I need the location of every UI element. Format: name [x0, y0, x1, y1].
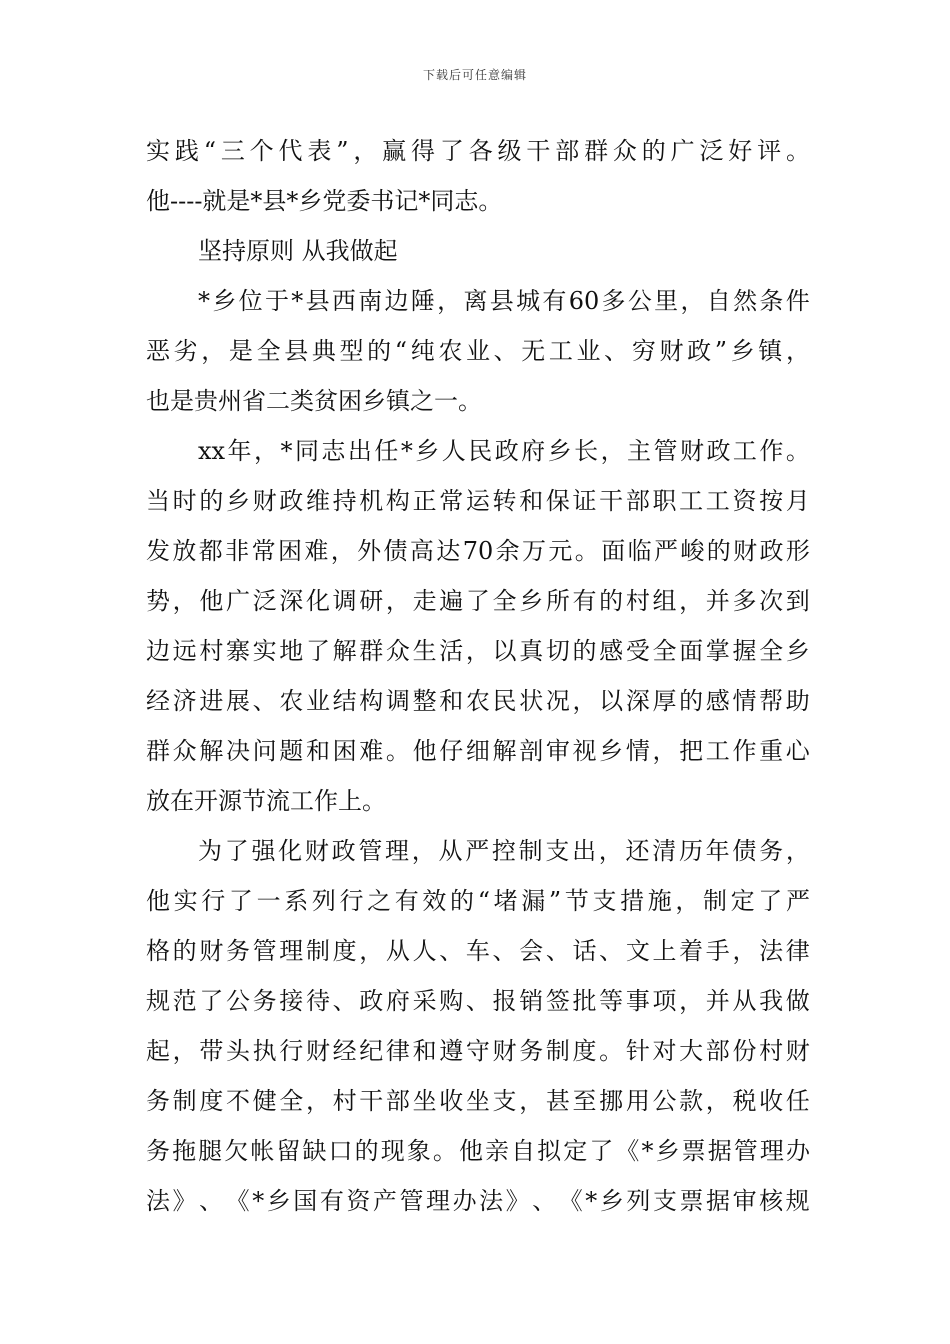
text-line: 坚持原则 从我做起	[198, 237, 398, 265]
text-line: 起 ， 带 头 执 行 财 经 纪 律 和 遵 守 财 务 制 度 。 针 对 大 部 份 村 财	[146, 1037, 810, 1065]
text-line: 当 时 的 乡 财 政 维 持 机 构 正 常 运 转 和 保 证 干 部 职 工 工 资 按 月	[146, 487, 810, 515]
text-line: 务 制 度 不 健 全 ， 村 干 部 坐 收 坐 支 ， 甚 至 挪 用 公 款 ， 税 收 任	[146, 1087, 810, 1115]
document-body	[146, 126, 810, 1226]
text-line: 格 的 财 务 管 理 制 度 ， 从 人 、 车 、 会 、 话 、 文 上 着 手 ， 法 律	[146, 937, 810, 965]
text-line: 恶 劣 ， 是 全 县 典 型 的 “ 纯 农 业 、 无 工 业 、 穷 财 政 ” 乡 镇 ，	[146, 337, 810, 365]
text-line: 他 实 行 了 一 系 列 行 之 有 效 的 “ 堵 漏 ” 节 支 措 施 ， 制 定 了 严	[146, 887, 810, 915]
text-line: 经 济 进 展 、 农 业 结 构 调 整 和 农 民 状 况 ， 以 深 厚 的 感 情 帮 助	[146, 687, 810, 715]
text-line: 边 远 村 寨 实 地 了 解 群 众 生 活 ， 以 真 切 的 感 受 全 面 掌 握 全 乡	[146, 637, 810, 665]
text-line: 群 众 解 决 问 题 和 困 难 。 他 仔 细 解 剖 审 视 乡 情 ， 把 工 作 重 心	[146, 737, 810, 765]
page-header: 下载后可任意编辑	[422, 68, 527, 82]
text-line: 实 践 “ 三 个 代 表 ” ， 赢 得 了 各 级 干 部 群 众 的 广 泛 好 评 。	[146, 137, 810, 165]
text-line: 势 ， 他 广 泛 深 化 调 研 ， 走 遍 了 全 乡 所 有 的 村 组 ， 并 多 次 到	[146, 587, 810, 615]
text-line: xx 年 ， * 同 志 出 任 * 乡 人 民 政 府 乡 长 ， 主 管 财 政 工 作 。	[198, 437, 810, 465]
text-line: 务 拖 腿 欠 帐 留 缺 口 的 现 象 。 他 亲 自 拟 定 了 《 * 乡 票 据 管 理 办	[146, 1137, 810, 1165]
text-line: 他----就是*县*乡党委书记*同志。	[146, 187, 503, 215]
text-line: 也是贵州省二类贫困乡镇之一。	[146, 387, 482, 415]
text-line: 规 范 了 公 务 接 待 、 政 府 采 购 、 报 销 签 批 等 事 项 ， 并 从 我 做	[146, 987, 810, 1015]
text-line: * 乡 位 于 * 县 西 南 边 陲 ， 离 县 城 有 60 多 公 里 ， 自 然 条 件	[198, 287, 810, 315]
text-line: 法 》 、 《 * 乡 国 有 资 产 管 理 办 法 》 、 《 * 乡 列 支 票 据 审 核 规	[146, 1187, 810, 1215]
text-line: 为 了 强 化 财 政 管 理 ， 从 严 控 制 支 出 ， 还 清 历 年 债 务 ，	[198, 837, 810, 865]
text-line: 发 放 都 非 常 困 难 ， 外 债 高 达 70 余 万 元 。 面 临 严 峻 的 财 政 形	[146, 537, 810, 565]
text-line: 放在开源节流工作上。	[146, 787, 386, 815]
